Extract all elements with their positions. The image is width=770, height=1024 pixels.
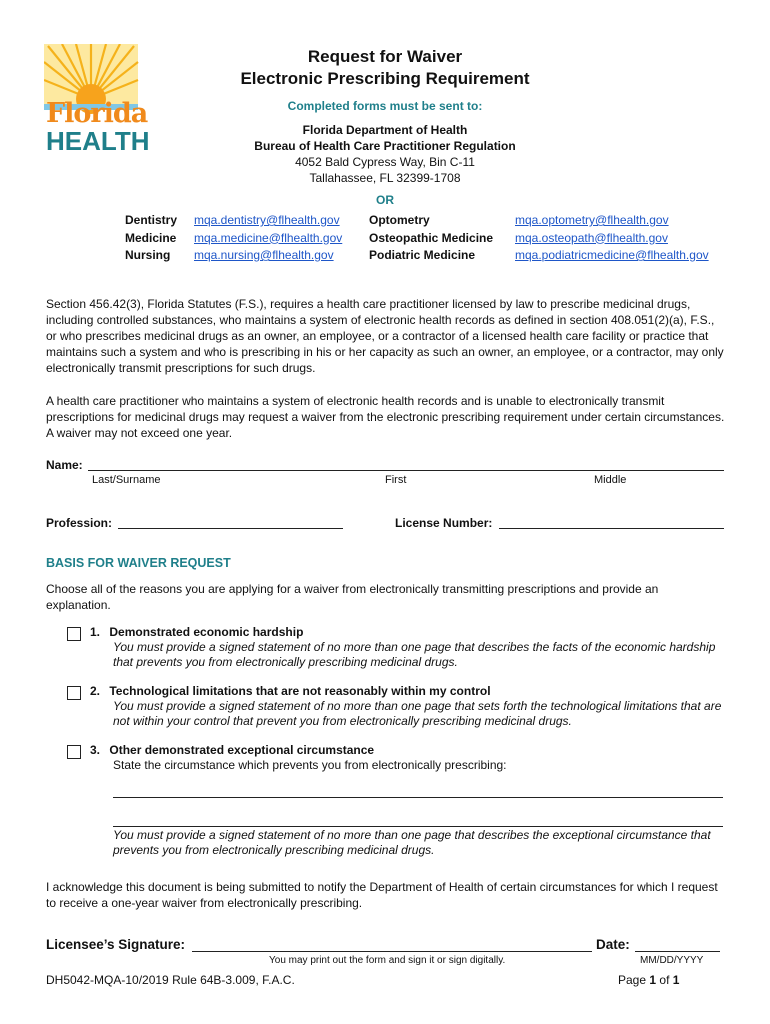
basis-item-3	[90, 743, 730, 773]
page-total: 1	[672, 973, 680, 987]
first-name-caption: First	[385, 474, 407, 486]
signature-label: Licensee’s Signature:	[46, 937, 186, 952]
acknowledgement: I acknowledge this document is being submitted to notify the Department of Health of certain circumstances for which I request to receive a one-year waiver from electronically prescribing.	[46, 880, 718, 910]
item-description: You must provide a signed statement of no more than one page that describes the facts of the economic hardship that prevents you from electronically prescribing medicinal drugs.	[113, 640, 716, 669]
signature-note: You may print out the form and sign it or sign digitally.	[269, 955, 506, 966]
bureau-name: Bureau of Health Care Practitioner Regulation	[254, 139, 516, 153]
address-line-1: 4052 Bald Cypress Way, Bin C-11	[295, 155, 475, 169]
circumstance-line-1[interactable]	[113, 797, 723, 798]
form-subtitle: Electronic Prescribing Requirement	[240, 69, 530, 88]
basis-item-2	[90, 684, 730, 729]
logo-florida-text: Florida	[46, 98, 148, 129]
name-label: Name:	[46, 458, 83, 472]
contacts-right-professions	[369, 212, 493, 265]
basis-intro: Choose all of the reasons you are applying for a waiver from electronically transmitting prescriptions and provide an explanation.	[46, 582, 659, 612]
form-id: DH5042-MQA-10/2019 Rule 64B-3.009, F.A.C.	[46, 973, 295, 987]
email-link-podiatric[interactable]: mqa.podiatricmedicine@flhealth.gov	[515, 248, 709, 262]
waiver-paragraph: A health care practitioner who maintains a system of electronic health records and is unable to electronically transmit prescriptions for medicinal drugs may request a waiver from the electronic prescribing requirement under certain circumstances. A waiver may not exceed one year.	[46, 394, 725, 440]
middle-name-caption: Middle	[594, 474, 627, 486]
profession-label: Osteopathic Medicine	[369, 230, 494, 245]
item-title: Technological limitations that are not reasonably within my control	[109, 684, 491, 698]
technological-limitations-checkbox[interactable]	[67, 686, 81, 700]
economic-hardship-checkbox[interactable]	[67, 627, 81, 641]
email-link-dentistry[interactable]: mqa.dentistry@flhealth.gov	[194, 213, 340, 227]
profession-label: Optometry	[369, 213, 430, 227]
item-title: Demonstrated economic hardship	[109, 625, 304, 639]
contacts-right-emails	[515, 212, 709, 265]
email-link-nursing[interactable]: mqa.nursing@flhealth.gov	[194, 248, 334, 262]
logo-health-text: HEALTH	[46, 126, 150, 156]
profession-field[interactable]	[118, 528, 343, 529]
item-description: You must provide a signed statement of no more than one page that sets forth the technological limitations that are not within your control that prevent you from electronically prescribing medicinal drugs.	[113, 699, 722, 728]
email-link-optometry[interactable]: mqa.optometry@flhealth.gov	[515, 213, 669, 227]
profession-label: Podiatric Medicine	[369, 248, 476, 262]
of-word: of	[659, 973, 670, 987]
item-number: 3.	[90, 743, 101, 757]
contacts-left-professions	[125, 212, 177, 265]
item-prompt: State the circumstance which prevents you from electronically prescribing:	[113, 758, 507, 772]
exceptional-circumstance-checkbox[interactable]	[67, 745, 81, 759]
circumstance-line-2[interactable]	[113, 826, 723, 827]
page-word: Page	[618, 973, 647, 987]
basis-heading: BASIS FOR WAIVER REQUEST	[46, 556, 231, 570]
item-description: You must provide a signed statement of no more than one page that describes the exceptional circumstance that prevents you from electronically prescribing medicinal drugs.	[113, 828, 711, 857]
form-title: Request for Waiver	[307, 47, 463, 66]
org-name: Florida Department of Health	[302, 123, 468, 137]
license-field-label: License Number:	[395, 516, 493, 530]
item-title: Other demonstrated exceptional circumstance	[109, 743, 375, 757]
license-number-field[interactable]	[499, 528, 724, 529]
date-label: Date:	[596, 937, 630, 952]
profession-label: Medicine	[125, 230, 177, 245]
date-field[interactable]	[635, 951, 720, 952]
sent-to-heading: Completed forms must be sent to:	[287, 99, 483, 113]
item-number: 1.	[90, 625, 101, 639]
or-label: OR	[376, 193, 394, 207]
date-format-hint: MM/DD/YYYY	[640, 955, 704, 966]
signature-field[interactable]	[192, 951, 592, 952]
statute-paragraph: Section 456.42(3), Florida Statutes (F.S.), requires a health care practitioner licensed by law to prescribe medicinal drugs, including controlled substances, who maintains a system of electronic health records as defined in section 408.051(2)(a), F.S., or who prescribes medicinal drugs as an owner, an employee, or a contractor of a licensed health care facility or practice that maintains such a system and who is prescribing in his or her capacity as such an owner, an employee, or a contractor, may only electronically transmit prescriptions for such drugs.	[46, 297, 724, 375]
address-line-2: Tallahassee, FL 32399-1708	[309, 171, 461, 185]
email-link-osteopath[interactable]: mqa.osteopath@flhealth.gov	[515, 230, 668, 245]
last-name-caption: Last/Surname	[92, 474, 161, 486]
page-number: 1	[649, 973, 657, 987]
name-field[interactable]	[88, 470, 724, 471]
profession-label: Dentistry	[125, 213, 178, 227]
page-indicator	[618, 973, 679, 987]
email-link-medicine[interactable]: mqa.medicine@flhealth.gov	[194, 230, 343, 245]
item-number: 2.	[90, 684, 101, 698]
basis-item-1	[90, 625, 730, 670]
profession-field-label: Profession:	[46, 516, 113, 530]
contacts-left-emails	[194, 212, 342, 265]
profession-label: Nursing	[125, 248, 171, 262]
